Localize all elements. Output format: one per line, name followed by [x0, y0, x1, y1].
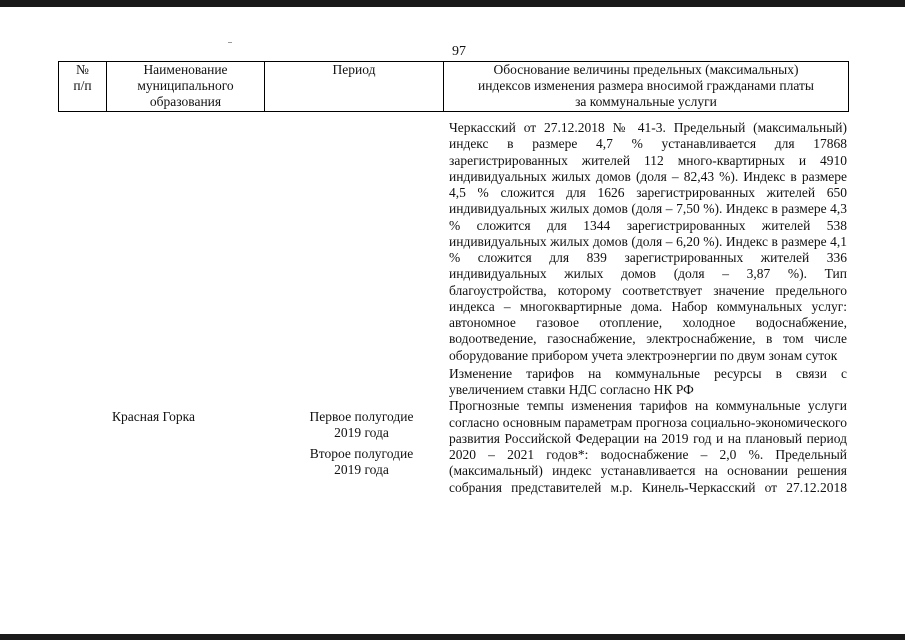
continued-paragraph: Черкасский от 27.12.2018 № 41-3. Предельный (максимальный) индекс в размере 4,7 % устанавливается для 17868 зарегистрированных жителей 112 много-квартирных и 4910 индивидуальных жилых домов (доля – 82,43 %). Индекс в размере 4,5 % сложится для 1626 зарегистрированных жителей 650 индивидуальных жилых домов (доля – 7,50 %). Индекс в размере 4,3 % сложится для 1344 зарегистрированных жителей 538 индивидуальных жилых домов (доля – 6,20 %). Индекс в размере 4,1 % сложится для 839 зарегистрированных жителей 336 индивидуальных жилых домов (доля – 3,87 %). Тип благоустройства, которому соответствует значение предельного индекса – многоквартирные дома. Набор коммунальных услуг: автономное газовое отопление, холодное водоснабжение, водоотведение, газоснабжение, электроснабжение, в том числе оборудование прибором учета электроэнергии по двум зонам суток [449, 120, 847, 363]
scan-speck [228, 42, 232, 43]
period-cell [296, 409, 427, 478]
header-period [265, 62, 443, 78]
header-line: индексов изменения размера вносимой гражданами платы [478, 78, 814, 93]
header-line: Период [332, 62, 376, 77]
basis-column [449, 120, 847, 496]
period-second-half [296, 446, 427, 479]
period-line: Второе полугодие [309, 445, 414, 461]
header-line: муниципального [137, 78, 234, 93]
forecast-paragraph: Прогнозные темпы изменения тарифов на коммунальные услуги согласно основным параметрам прогноза социально-экономического развития Российской Федерации на 2019 год и на плановый период 2020 – 2021 годов*: водоснабжение – 2,0 %. Предельный (максимальный) индекс устанавливается на основании решения собрания представителей м.р. Кинель-Черкасский от 27.12.2018 [449, 398, 847, 495]
header-line: п/п [73, 78, 92, 93]
period-line: 2019 года [334, 461, 389, 477]
top-scan-border [0, 0, 905, 7]
period-line: Первое полугодие [309, 409, 414, 424]
vat-paragraph: Изменение тарифов на коммунальные ресурсы в связи с увеличением ставки НДС согласно НК РФ [449, 365, 847, 397]
page-number: 97 [452, 44, 466, 59]
header-line: за коммунальные услуги [575, 94, 717, 109]
header-municipality [107, 62, 264, 110]
header-line: Обоснование величины предельных (максимальных) [493, 62, 799, 77]
period-line: 2019 года [334, 425, 389, 441]
header-basis [444, 62, 848, 110]
header-line: образования [149, 94, 222, 109]
header-line: Наименование [143, 62, 228, 77]
header-number [59, 62, 106, 94]
municipality-name: Красная Горка [112, 409, 196, 424]
header-line: № [76, 62, 89, 77]
bottom-scan-border [0, 634, 905, 640]
period-first-half [296, 409, 427, 442]
